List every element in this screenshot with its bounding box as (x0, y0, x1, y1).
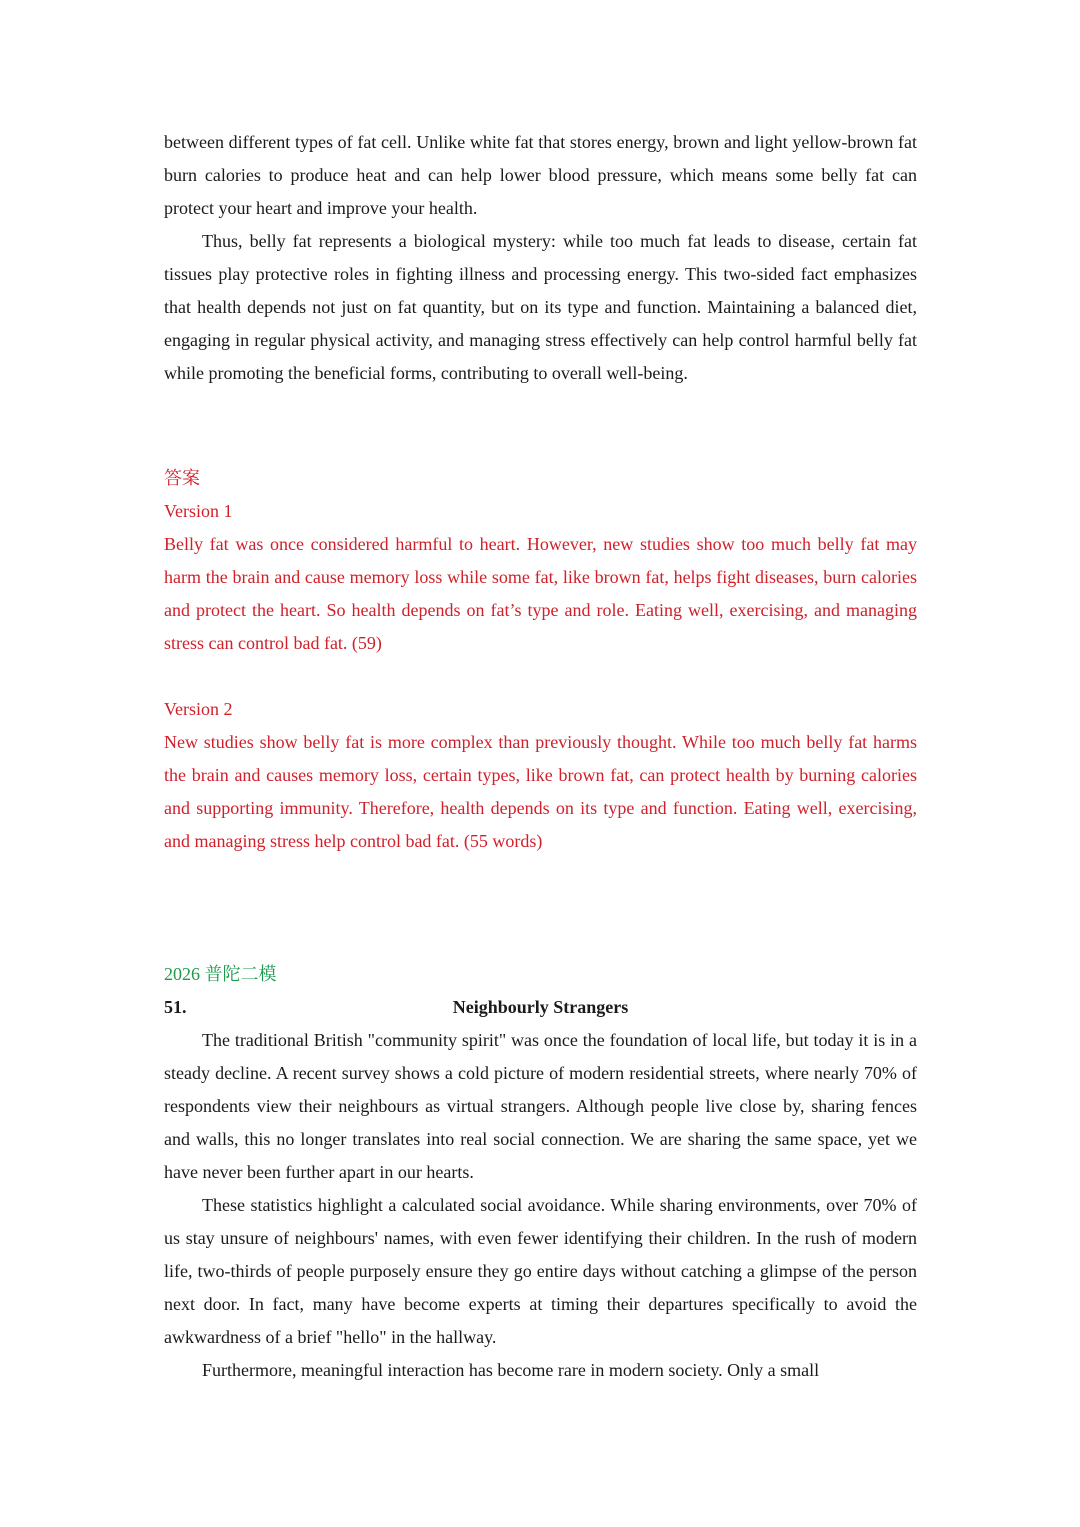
spacer (164, 390, 917, 462)
passage-paragraph: between different types of fat cell. Unlike white fat that stores energy, brown and light yellow-brown fat burn calories to produce heat and can help lower blood pressure, which means some belly fat can protect your heart and improve your health. (164, 132, 917, 218)
spacer (164, 660, 917, 693)
version-1-label: Version 1 (164, 501, 233, 521)
passage-title: Neighbourly Strangers (452, 997, 629, 1017)
exam-source-label: 2026 普陀二模 (164, 964, 277, 984)
question-number: 51. (164, 997, 187, 1017)
version-2-text: New studies show belly fat is more complex than previously thought. While too much belly fat harms the brain and causes memory loss, certain types, like brown fat, can protect health by burning calories and supporting immunity. Therefore, health depends on its type and function. Eating well, exercising, and managing stress help control bad fat. (55 words) (164, 732, 917, 851)
document-page (164, 126, 917, 1387)
version-1-text: Belly fat was once considered harmful to heart. However, new studies show too much belly fat may harm the brain and cause memory loss while some fat, like brown fat, helps fight diseases, burn calories and protect the heart. So health depends on fat’s type and role. Eating well, exercising, and managing stress can control bad fat. (59) (164, 534, 917, 653)
question-title-row (164, 991, 917, 1024)
spacer (164, 858, 917, 958)
exam-paragraph: Furthermore, meaningful interaction has become rare in modern society. Only a small (202, 1360, 820, 1380)
version-2-label: Version 2 (164, 699, 233, 719)
answer-heading: 答案 (164, 468, 200, 488)
passage-paragraph: Thus, belly fat represents a biological mystery: while too much fat leads to disease, certain fat tissues play protective roles in fighting illness and processing energy. This two-sided fact emphasizes that health depends not just on fat quantity, but on its type and function. Maintaining a balanced diet, engaging in regular physical activity, and managing stress effectively can help control harmful belly fat while promoting the beneficial forms, contributing to overall well-being. (164, 231, 917, 383)
exam-paragraph: The traditional British "community spirit" was once the foundation of local life, but today it is in a steady decline. A recent survey shows a cold picture of modern residential streets, where nearly 70% of respondents view their neighbours as virtual strangers. Although people live close by, sharing fences and walls, this no longer translates into real social connection. We are sharing the same space, yet we have never been further apart in our hearts. (164, 1030, 917, 1182)
exam-paragraph: These statistics highlight a calculated social avoidance. While sharing environments, over 70% of us stay unsure of neighbours' names, with even fewer identifying their children. In the rush of modern life, two-thirds of people purposely ensure they go entire days without catching a glimpse of the person next door. In fact, many have become experts at timing their departures specifically to avoid the awkwardness of a brief "hello" in the hallway. (164, 1195, 917, 1347)
